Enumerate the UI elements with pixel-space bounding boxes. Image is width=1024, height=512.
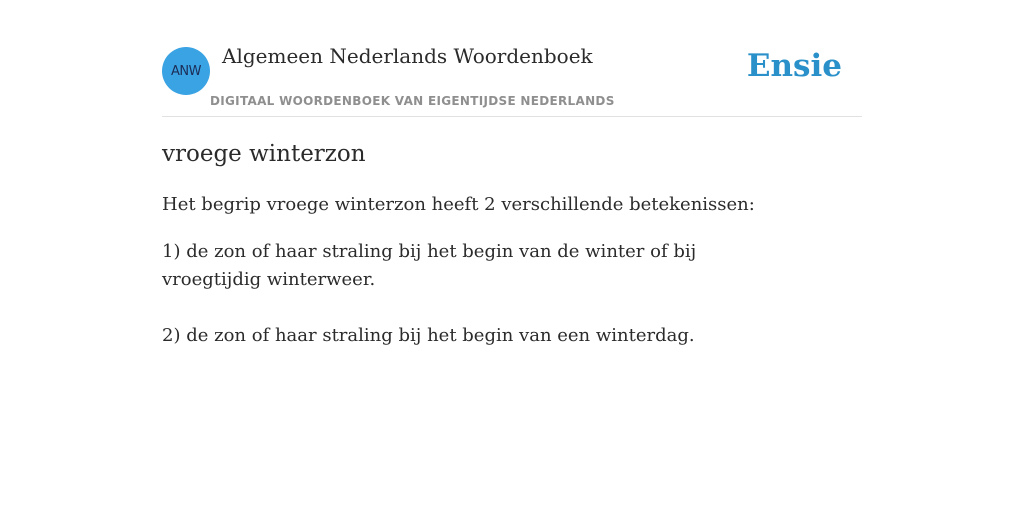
ensie-brand-link[interactable]: Ensie bbox=[746, 48, 842, 84]
entry-headword: vroege winterzon bbox=[162, 141, 366, 167]
site-subtitle: DIGITAAL WOORDENBOEK VAN EIGENTIJDSE NEDERLANDS bbox=[210, 94, 615, 108]
anw-logo[interactable] bbox=[162, 47, 210, 95]
site-header bbox=[162, 0, 862, 117]
entry-intro: Het begrip vroege winterzon heeft 2 verschillende betekenissen: bbox=[162, 194, 755, 215]
meaning-item: 2) de zon of haar straling bij het begin van een winterdag. bbox=[162, 325, 695, 346]
anw-logo-text: ANW bbox=[171, 63, 201, 79]
meaning-item: 1) de zon of haar straling bij het begin van de winter of bij vroegtijdig winterweer. bbox=[162, 241, 697, 290]
site-title[interactable]: Algemeen Nederlands Woordenboek bbox=[222, 44, 593, 68]
entry-content bbox=[162, 138, 862, 350]
